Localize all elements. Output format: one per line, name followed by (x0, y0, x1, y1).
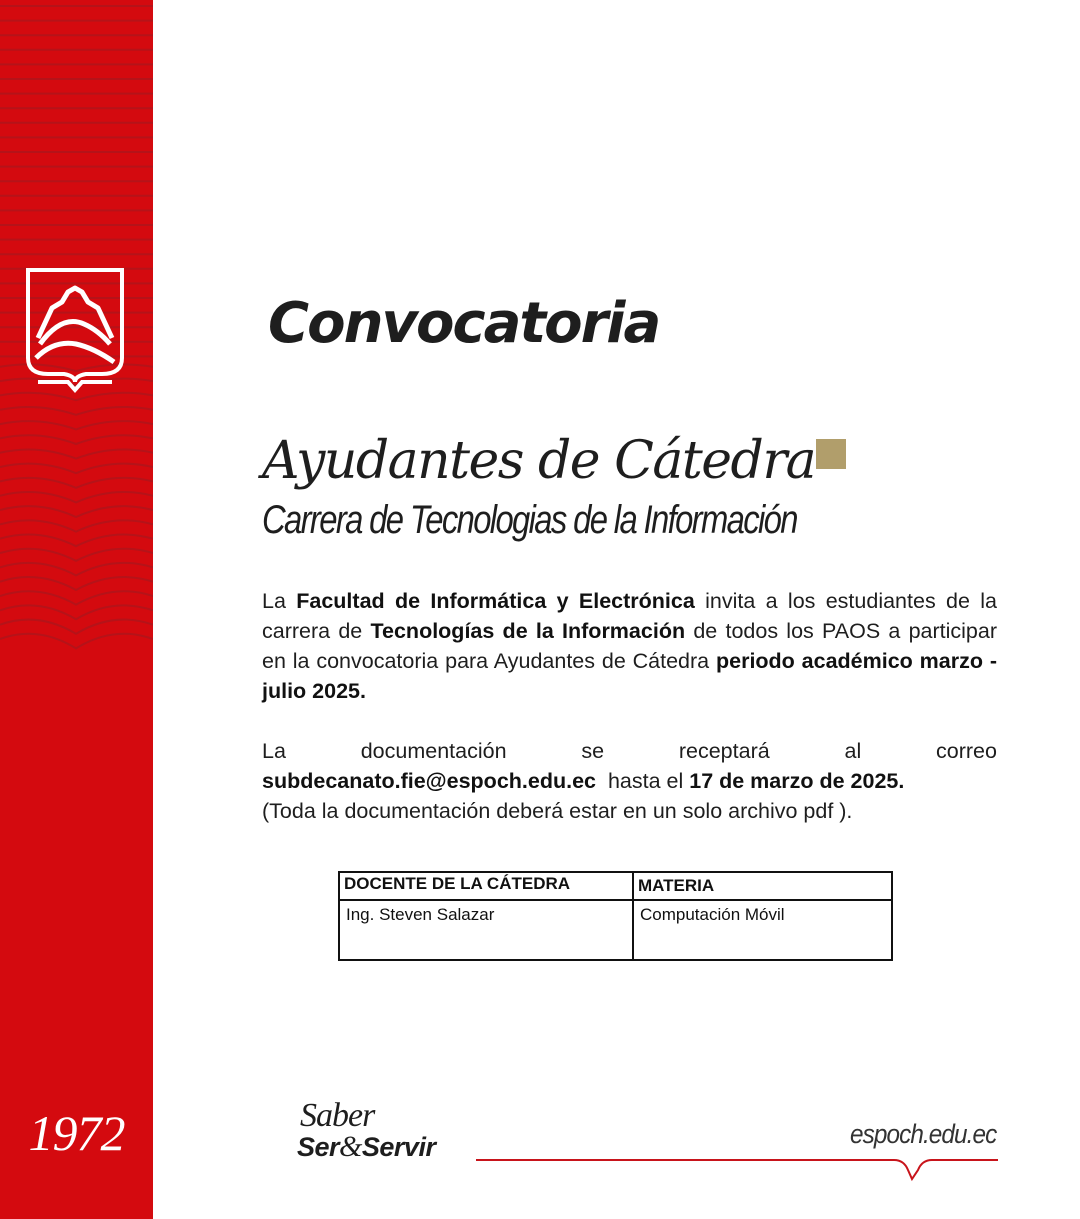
p2-word: documentación (360, 739, 507, 763)
footer-rule-line (476, 1150, 1001, 1182)
pdf-note: (Toda la documentación deberá estar en un solo archivo pdf ). (262, 799, 853, 823)
website-link[interactable]: espoch.edu.ec (850, 1119, 997, 1149)
p1-text-3: de todos los PAOS a participar en la convocatoria para Ayudantes de Cátedra (262, 619, 998, 673)
accent-square (816, 439, 846, 469)
career-bold: Tecnologías de la Información (370, 619, 686, 643)
slogan-servir: Servir (361, 1132, 436, 1162)
p2-second-line (262, 766, 997, 796)
teacher-subject-table (338, 871, 893, 961)
founding-year: 1972 (28, 1105, 125, 1161)
table-cell-teacher: Ing. Steven Salazar (339, 900, 633, 960)
documentation-paragraph (262, 736, 997, 826)
table-cell-subject: Computación Móvil (633, 900, 892, 960)
table-row (339, 900, 892, 960)
career-name: Carrera de Tecnologias de la Información (262, 498, 797, 542)
espoch-crest-icon (24, 266, 126, 396)
p2-word: correo (936, 739, 997, 763)
slogan-amp: & (339, 1130, 362, 1163)
table-header-teacher: DOCENTE DE LA CÁTEDRA (339, 872, 633, 900)
p2-text: hasta el (596, 769, 690, 793)
table-header-row (339, 872, 892, 900)
deadline-date: 17 de marzo de 2025. (689, 769, 905, 793)
academic-period: periodo académico marzo - julio 2025. (262, 649, 997, 703)
p2-word: al (844, 739, 862, 763)
p1-text-2: invita a los estudiantes de la carrera de (262, 589, 997, 643)
contact-email[interactable]: subdecanato.fie@espoch.edu.ec (262, 769, 596, 793)
slogan-saber: Saber (300, 1097, 375, 1134)
invitation-paragraph (262, 586, 997, 706)
slogan-ser-servir (297, 1129, 435, 1165)
faculty-name: Facultad de Informática y Electrónica (296, 589, 695, 613)
table-header-subject: MATERIA (633, 872, 892, 900)
sidebar-band (0, 0, 153, 1219)
p2-first-line (262, 736, 997, 766)
slogan-ser: Ser (297, 1132, 340, 1162)
subtitle: Ayudantes de Cátedra (262, 431, 816, 491)
p1-text-1: La (262, 589, 297, 613)
p2-word: La (262, 739, 286, 763)
p2-word: receptará (678, 739, 770, 763)
page-title: Convocatoria (268, 291, 660, 356)
p2-word: se (581, 739, 605, 763)
